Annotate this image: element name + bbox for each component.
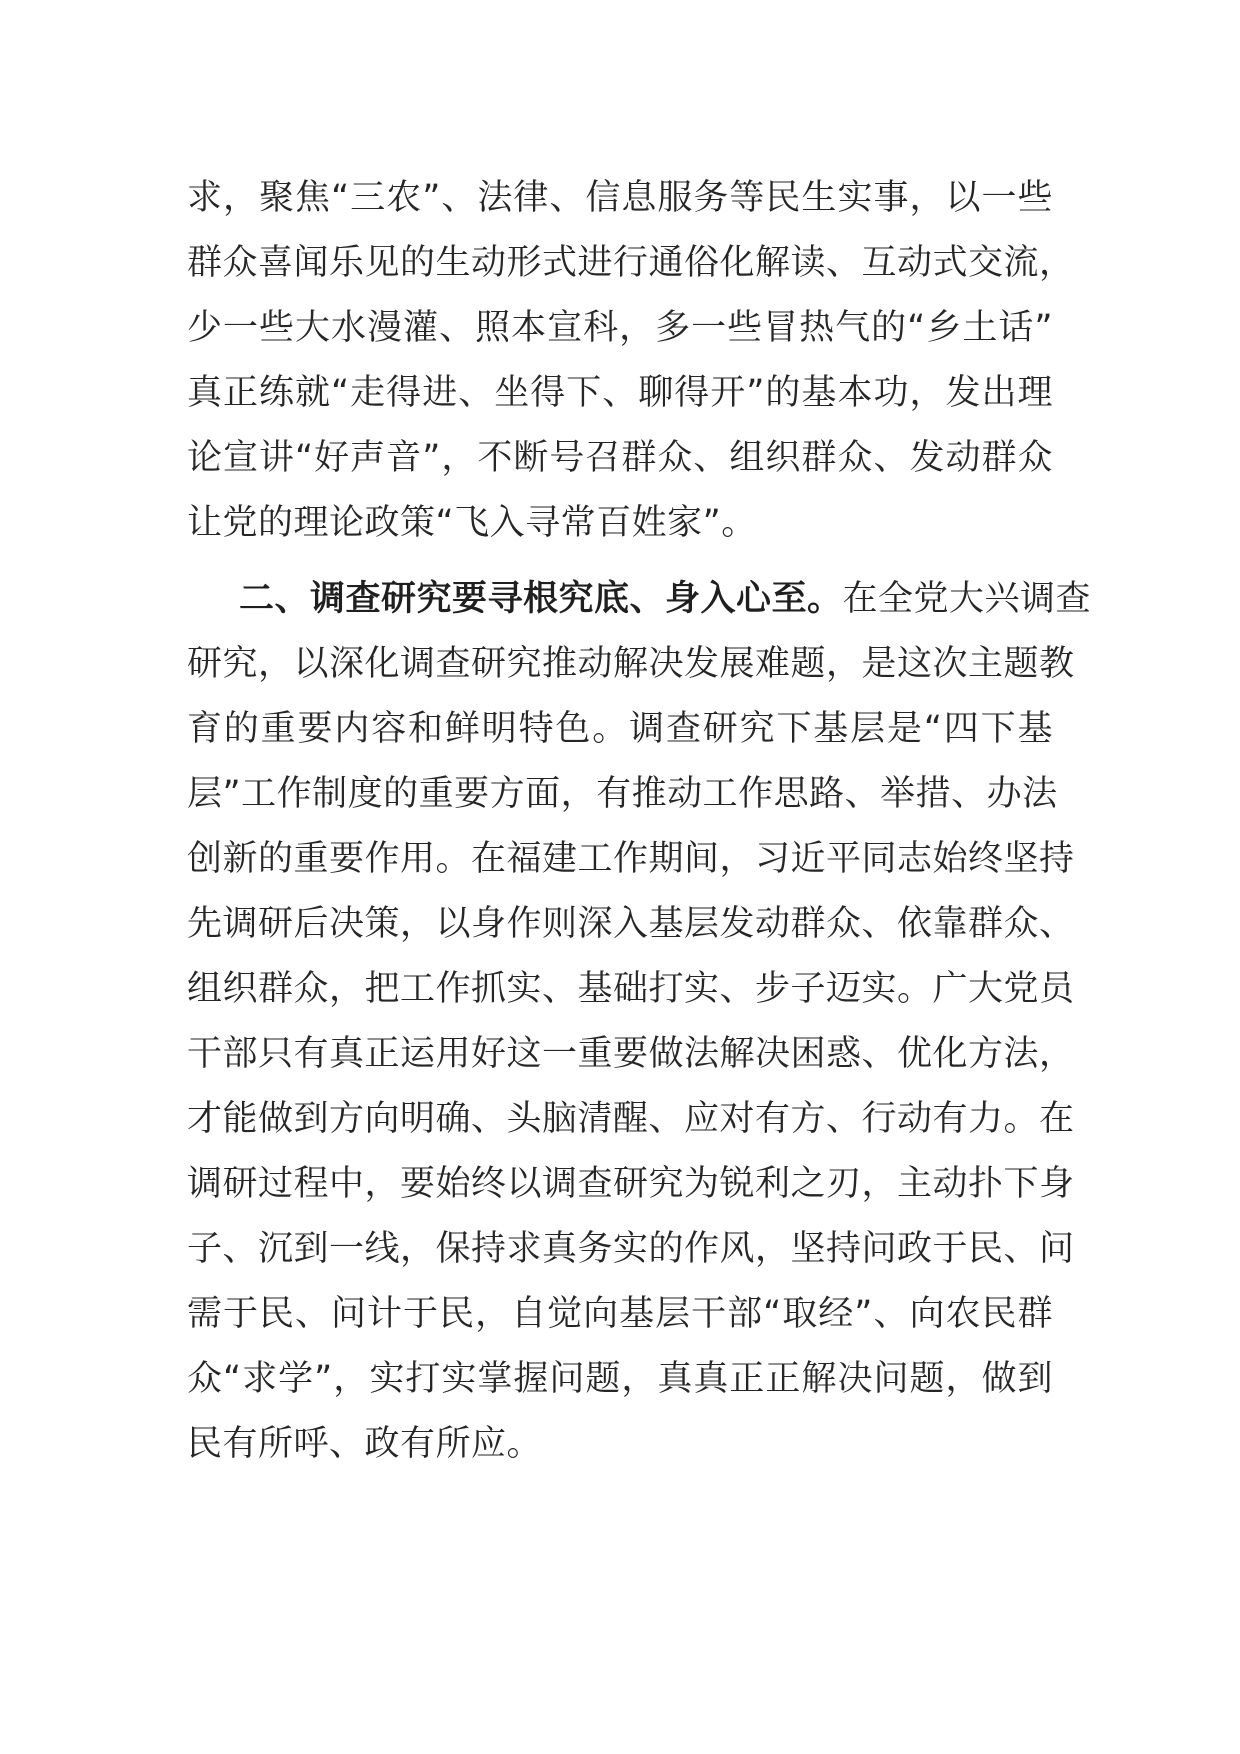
- text-line: 才能做到方向明确、头脑清醒、应对有方、行动有力。在: [187, 1099, 1075, 1139]
- document-page: [187, 166, 1092, 1477]
- text-line: 调研过程中，要始终以调查研究为锐利之刃，主动扑下身: [187, 1164, 1075, 1204]
- text-line: 干部只有真正运用好这一重要做法解决困惑、优化方法，: [187, 1034, 1075, 1074]
- text-line: 层”工作制度的重要方面，有推动工作思路、举措、办法: [187, 774, 1058, 814]
- paragraph-2: [187, 567, 1092, 1477]
- text-line: 民有所呼、政有所应。: [187, 1424, 543, 1464]
- text-line: 先调研后决策，以身作则深入基层发动群众、依靠群众、: [187, 904, 1075, 944]
- paragraph-1: [187, 166, 1075, 556]
- text-line: 组织群众，把工作抓实、基础打实、步子迈实。广大党员: [187, 969, 1075, 1009]
- text-line: 少一些大水漫灌、照本宣科，多一些冒热气的“乡土话”: [187, 308, 1053, 348]
- section-heading: 二、调查研究要寻根究底、身入心至。: [239, 579, 843, 619]
- text-line: 子、沉到一线，保持求真务实的作风，坚持问政于民、问: [187, 1229, 1075, 1269]
- text-line: 真正练就“走得进、坐得下、聊得开”的基本功，发出理: [187, 373, 1053, 413]
- text-line: 需于民、问计于民，自觉向基层干部“取经”、向农民群: [187, 1294, 1053, 1334]
- text-line: 让党的理论政策“飞入寻常百姓家”。: [187, 503, 757, 543]
- text-line: 研究，以深化调查研究推动解决发展难题，是这次主题教: [187, 644, 1075, 684]
- text-line: 育的重要内容和鲜明特色。调查研究下基层是“四下基: [187, 709, 1053, 749]
- paragraph-2-first-line: [187, 567, 1092, 632]
- text-line: 求，聚焦“三农”、法律、信息服务等民生实事，以一些: [187, 178, 1053, 218]
- text-line: 创新的重要作用。在福建工作期间，习近平同志始终坚持: [187, 839, 1075, 879]
- text-line: 群众喜闻乐见的生动形式进行通俗化解读、互动式交流，: [187, 243, 1075, 283]
- paragraph-spacer: [187, 556, 1053, 567]
- text-line: 论宣讲“好声音”，不断号召群众、组织群众、发动群众: [187, 438, 1053, 478]
- text-fragment: 在全党大兴调查: [842, 579, 1092, 619]
- text-line: 众“求学”，实打实掌握问题，真真正正解决问题，做到: [187, 1359, 1053, 1399]
